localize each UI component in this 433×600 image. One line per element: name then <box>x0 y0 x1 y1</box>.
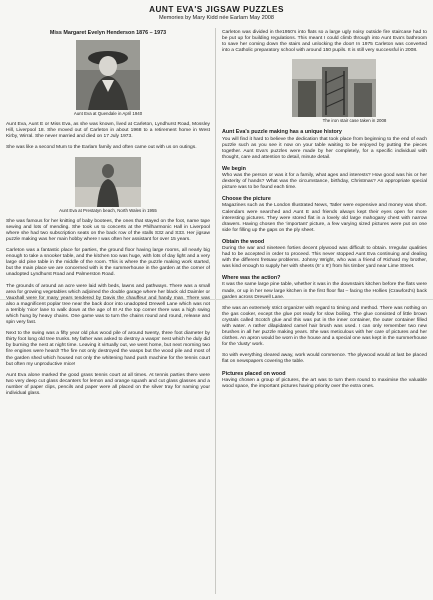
paragraph: Carleton was a fantastic place for parties, the ground floor having large rooms, all nearly big enough to take a snooker table, and the kitchen too was huge, with lots of day light and a very large old pine table in the middle of the room. This is where the puzzle making work started, but the main place we are concerned with is the summerhouse in the garden at the corner of unadopted Lyndhurst Road and Palmerston Road. <box>6 248 210 278</box>
section-heading-pictures-on-wood: Pictures placed on wood <box>222 370 286 377</box>
paragraph: Magazines such as the London Illustrated News, Tatler were expensive and money was short. Calendars were searched and Aunt E and friends always kept their eyes open for more interesting pictures. They were stored flat in a lovely old large mahogany chest with narrow drawers. Having chosen the 'important' picture, a few varying sized pictures were put on one side for filling up the gaps on the ply sheet. <box>222 203 427 233</box>
section-heading-action: Where was the action? <box>222 275 281 282</box>
paragraph: The grounds of around an acre were laid with beds, lawns and pathways. There was a small area for growing vegetables which adjoined the double garage where her black old Daimler or Vauxhall were for many years tendered by Davis the chauffeur and handy man. There was also a magnificent poplar tree near the back door into unadopted Drewell Lane which was not a terribly 'nice' lane to walk down at the age of 8! At the top corner there was a high swing which hung by heavy chains. One game was to turn the chains round and round, release and spin very fast. <box>6 283 210 326</box>
photo3-caption: The iron stair case taken in 2008 <box>322 118 387 124</box>
photo1-caption: Aunt Eva at Quendale in April 1940 <box>73 111 143 117</box>
photo-iron-staircase <box>292 59 376 117</box>
paragraph: Carleton was divided in the1950's into flats so a large ugly noisy outside fire staircase had to be put up for building regulations. This meant I could climb through into Aunt Eva's bathroom to save her coming down the stairs and unlocking the door! In 1975 Carleton was converted into a Catholic preparatory school with around 150 pupils. It is still very successful in 2008. <box>222 30 427 54</box>
paragraph: You will find it hard to believe the dedication that took place from beginning to the end of each puzzle such as you see it now on your table waiting to be enjoyed by putting the pieces together. Aunt Eva's puzzles were made by her completely, for a specific individual with thought, care and attention to detail, minute detail. <box>222 136 427 160</box>
paragraph: During the war and nineteen forties decent plywood was difficult to obtain. Irregular qualities had to be accepted in order to proceed. This never stopped Aunt Eva continuing and dealing with the different fretsaw problems. Johnny Wright, who was a friend of Richard my brother, was kind enough to supply her with sheets (6' x 6') from his timber yard near Lime Street. <box>222 245 427 270</box>
section-heading-henderson: Miss Margaret Evelyn Henderson 1876 – 1973 <box>49 30 167 36</box>
column-divider <box>215 28 216 594</box>
section-heading-unique-history: Aunt Eva's puzzle making has a unique history <box>222 129 342 136</box>
right-column <box>222 30 427 395</box>
paragraph: Next to the swing was a fifty year old plus wood pile of around twenty, three foot diameter by thirty foot long old tree trunks. My father was asked to destroy a wasps' nest which he duly did by burning the nest at night time. Leaving it virtually out, we went home, but next morning two fire engines were heard! The fire not only destroyed the wasps but the wood pile and most of the garden shed which housed not only the whitening hand push machine for the tennis court but often my unproductive mice! <box>6 331 210 367</box>
paragraph: It was the same large pine table, whether it was in the downstairs kitchen before the flats were made, or up in her new large kitchen in the first floor flat – facing the Hollies (Crawford's) back garden across Drewell Lane. <box>222 282 427 300</box>
page-subtitle: Memories by Mary Kidd née Earlam May 2008 <box>158 15 275 21</box>
left-column <box>6 30 210 402</box>
page-title: AUNT EVA'S JIGSAW PUZZLES <box>149 5 284 14</box>
paragraph: She was like a second Mum to the Earlam family and often came out with us on outings. <box>6 145 197 151</box>
photo-aunt-eva-quendale <box>76 40 140 110</box>
photo-prestatyn-beach <box>75 157 141 207</box>
photo2-caption: Aunt Eva at Prestatyn beach, North Wales in 1955 <box>59 207 157 213</box>
paragraph: Having chosen a group of pictures, the art was to turn them round to maximise the valuable wood space, the important pictures having priority over the extra ones. <box>222 377 427 389</box>
paragraph: Aunt Eva alone marked the good grass tennis court at all times. At tennis parties there were two very deep cut glass decanters for lemon and orange squash and cut glass glasses and a number of paper clips, pencils and paper were all placed on the silver tray for naming your individual glass. <box>6 372 210 396</box>
section-heading-obtain-wood: Obtain the wood <box>222 238 265 245</box>
paragraph: Who was the person or was it for a family, what ages and interests? How good was his or her dexterity of hands? What was the circumstance, birthday, Christmas? An appropriate special picture was to be found each time. <box>222 173 427 191</box>
paragraph: She was an extremely strict organizer with regard to timing and method. There was nothing on the gas cooker, except the glue pot ready for slow boiling. The glue consisted of little brown crystals called Scotch glue and this was put in the inner container, the outer container filled with water. A rather dilapidated camel hair brush was used. I can only remember two new brushes in all her puzzle making years. She was meticulous with her care of pictures and her clothes. An apron would be worn in the house and a special one was kept in the summerhouse for the 'dusty' work. <box>222 305 427 348</box>
paragraph: Aunt Eva, Aunt E or Miss Eva, as she was known, lived at Carleton, Lyndhurst Road, Mossley Hill, Liverpool 18. She moved out of Carleton in about 1968 to a retirement home in West Kirby, Wirral. She never married and died on 17 July 1973. <box>6 122 210 140</box>
section-heading-we-begin: We begin <box>222 165 246 172</box>
paragraph: She was famous for her knitting of baby bootees, the ones that stayed on the foot, name tape sewing and lots of mending. She took us to concerts at the Philharmonic Hall in Liverpool where she had two subscription seats on the back row of the stalls S32 and S33. Her jigsaw puzzle making was her main hobby where I was often her assistant for over 15 years. <box>6 218 210 242</box>
paragraph: So with everything cleared away, work would commence. The plywood would at last be placed flat on newspapers covering the table. <box>222 353 427 365</box>
section-heading-choose-picture: Choose the picture <box>222 196 271 203</box>
